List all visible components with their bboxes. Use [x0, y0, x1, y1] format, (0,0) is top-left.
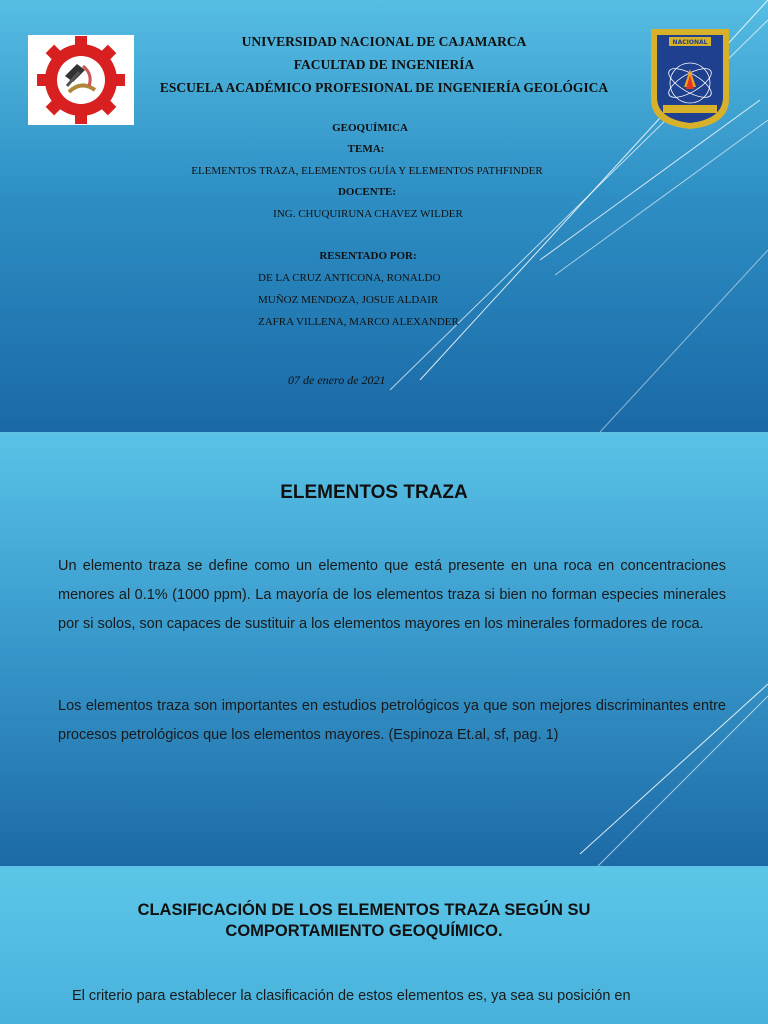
- paragraph-definition: Un elemento traza se define como un elemento que está presente en una roca en concentraciones menores al 0.1% (1000 ppm). La mayoría de los elementos traza si bien no forman especies minerales por si solos, son capaces de sustituir a los elementos mayores en los minerales formadores de roca.: [58, 558, 726, 632]
- teacher-label: DOCENTE:: [337, 186, 397, 198]
- faculty-name: FACULTAD DE INGENIERÍA: [293, 57, 475, 72]
- trace-elements-slide: [0, 434, 768, 866]
- classification-slide: [0, 868, 768, 1024]
- university-name: UNIVERSIDAD NACIONAL DE CAJAMARCA: [241, 34, 527, 49]
- slide-title: ELEMENTOS TRAZA: [280, 482, 468, 503]
- title-slide: [0, 0, 768, 432]
- course-name: GEOQUÍMICA: [332, 122, 408, 134]
- author-3: ZAFRA VILLENA, MARCO ALEXANDER: [258, 316, 459, 328]
- right-logo-text-top: NACIONAL: [672, 39, 708, 46]
- presentation-date: 07 de enero de 2021: [288, 373, 386, 387]
- author-2: MUÑOZ MENDOZA, JOSUE ALDAIR: [258, 294, 439, 306]
- paragraph-importance: Los elementos traza son importantes en estudios petrológicos ya que son mejores discriminantes entre procesos petrológicos que los elementos mayores. (Espinoza Et.al, sf, pag. 1): [58, 698, 726, 743]
- slide-title: CLASIFICACIÓN DE LOS ELEMENTOS TRAZA SEGÚN SU COMPORTAMIENTO GEOQUÍMICO.: [137, 901, 591, 940]
- school-name: ESCUELA ACADÉMICO PROFESIONAL DE INGENIERÍA GEOLÓGICA: [159, 80, 609, 95]
- presented-by-label: RESENTADO POR:: [319, 250, 417, 262]
- slide-body-text: El criterio para establecer la clasificación de estos elementos es, ya sea su posición en: [72, 988, 631, 1004]
- teacher-name: ING. CHUQUIRUNA CHAVEZ WILDER: [273, 208, 463, 220]
- topic-label: TEMA:: [347, 143, 385, 155]
- topic-text: ELEMENTOS TRAZA, ELEMENTOS GUÍA Y ELEMENTOS PATHFINDER: [191, 165, 543, 177]
- author-1: DE LA CRUZ ANTICONA, RONALDO: [258, 272, 441, 284]
